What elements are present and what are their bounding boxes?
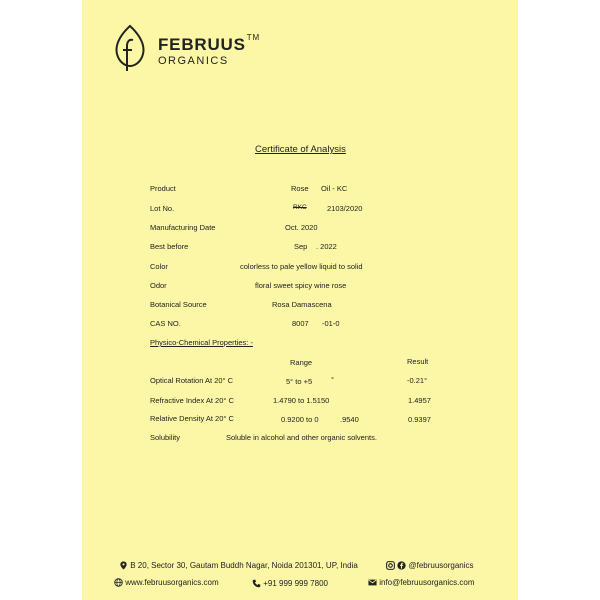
- col-header-range: Range: [290, 358, 313, 367]
- prop-label-relative-density: Relative Density At 20° C: [150, 414, 234, 423]
- field-value-cas-part1: 8007: [292, 319, 309, 328]
- footer-email[interactable]: [368, 578, 475, 587]
- field-value-color: colorless to pale yellow liquid to solid: [240, 262, 363, 271]
- footer-phone[interactable]: [252, 579, 328, 588]
- field-value-best-before-month: Sep: [294, 242, 308, 251]
- footer-address-text: B 20, Sector 30, Gautam Buddh Nagar, Noida 201301, UP, India: [130, 561, 358, 570]
- prop-result-refractive-index: 1.4957: [408, 396, 431, 405]
- instagram-icon[interactable]: [386, 561, 395, 570]
- field-label-color: Color: [150, 262, 168, 271]
- physico-heading: Physico-Chemical Properties: -: [150, 338, 253, 347]
- brand-name: FEBRUUS™: [158, 33, 260, 54]
- globe-icon: [114, 578, 123, 587]
- field-label-best-before: Best before: [150, 242, 189, 251]
- footer-address: [119, 561, 358, 570]
- field-value-botanical-source: Rosa Damascena: [272, 300, 332, 309]
- prop-range-relative-density: 0.9200 to 0: [281, 415, 319, 424]
- prop-result-relative-density: 0.9397: [408, 415, 431, 424]
- prop-value-solubility: Soluble in alcohol and other organic solvents.: [226, 433, 377, 442]
- prop-range-optical-rotation: 5° to +5: [286, 377, 313, 386]
- field-label-product: Product: [150, 184, 176, 193]
- footer-phone-number: +91 999 999 7800: [263, 579, 328, 588]
- field-value-cas-part2: -01-0: [322, 319, 340, 328]
- trademark-mark: TM: [246, 33, 260, 42]
- field-label-odor: Odor: [150, 281, 167, 290]
- field-label-botanical-source: Botanical Source: [150, 300, 207, 309]
- field-value-best-before-year: . 2022: [316, 242, 337, 251]
- field-value-mfg-date: Oct. 2020: [285, 223, 318, 232]
- prop-result-optical-rotation: -0.21°: [407, 376, 428, 385]
- footer-website-link: www.februusorganics.com: [125, 578, 219, 587]
- prop-range-refractive-index: 1.4790 to 1.5150: [273, 396, 330, 405]
- phone-icon: [252, 579, 261, 588]
- document-title: Certificate of Analysis: [255, 144, 346, 155]
- location-pin-icon: [119, 561, 128, 570]
- prop-range-optical-rotation-unit: °: [331, 375, 334, 384]
- prop-label-solubility: Solubility: [150, 433, 181, 442]
- footer-website[interactable]: [114, 578, 219, 587]
- field-value-lot: 2103/2020: [327, 204, 363, 213]
- brand-subtitle: ORGANICS: [158, 55, 229, 67]
- email-icon: [368, 578, 377, 587]
- footer-social[interactable]: [386, 561, 474, 570]
- prop-label-optical-rotation: Optical Rotation At 20° C: [150, 376, 234, 385]
- field-value-odor: floral sweet spicy wine rose: [255, 281, 347, 290]
- field-label-lot: Lot No.: [150, 204, 175, 213]
- field-value-product-type: Oil - KC: [321, 184, 348, 193]
- field-label-mfg-date: Manufacturing Date: [150, 223, 216, 232]
- prop-range-relative-density-end: .9540: [340, 415, 359, 424]
- field-value-lot-prefix: RKC: [293, 204, 307, 211]
- footer-email-address: info@februusorganics.com: [379, 578, 475, 587]
- field-label-cas: CAS NO.: [150, 319, 181, 328]
- field-value-product: Rose: [291, 184, 309, 193]
- prop-label-refractive-index: Refractive Index At 20° C: [150, 396, 234, 405]
- col-header-result: Result: [407, 357, 429, 366]
- leaf-f-icon: [113, 24, 147, 72]
- facebook-icon[interactable]: [397, 561, 406, 570]
- footer-social-handle: @februusorganics: [408, 561, 474, 570]
